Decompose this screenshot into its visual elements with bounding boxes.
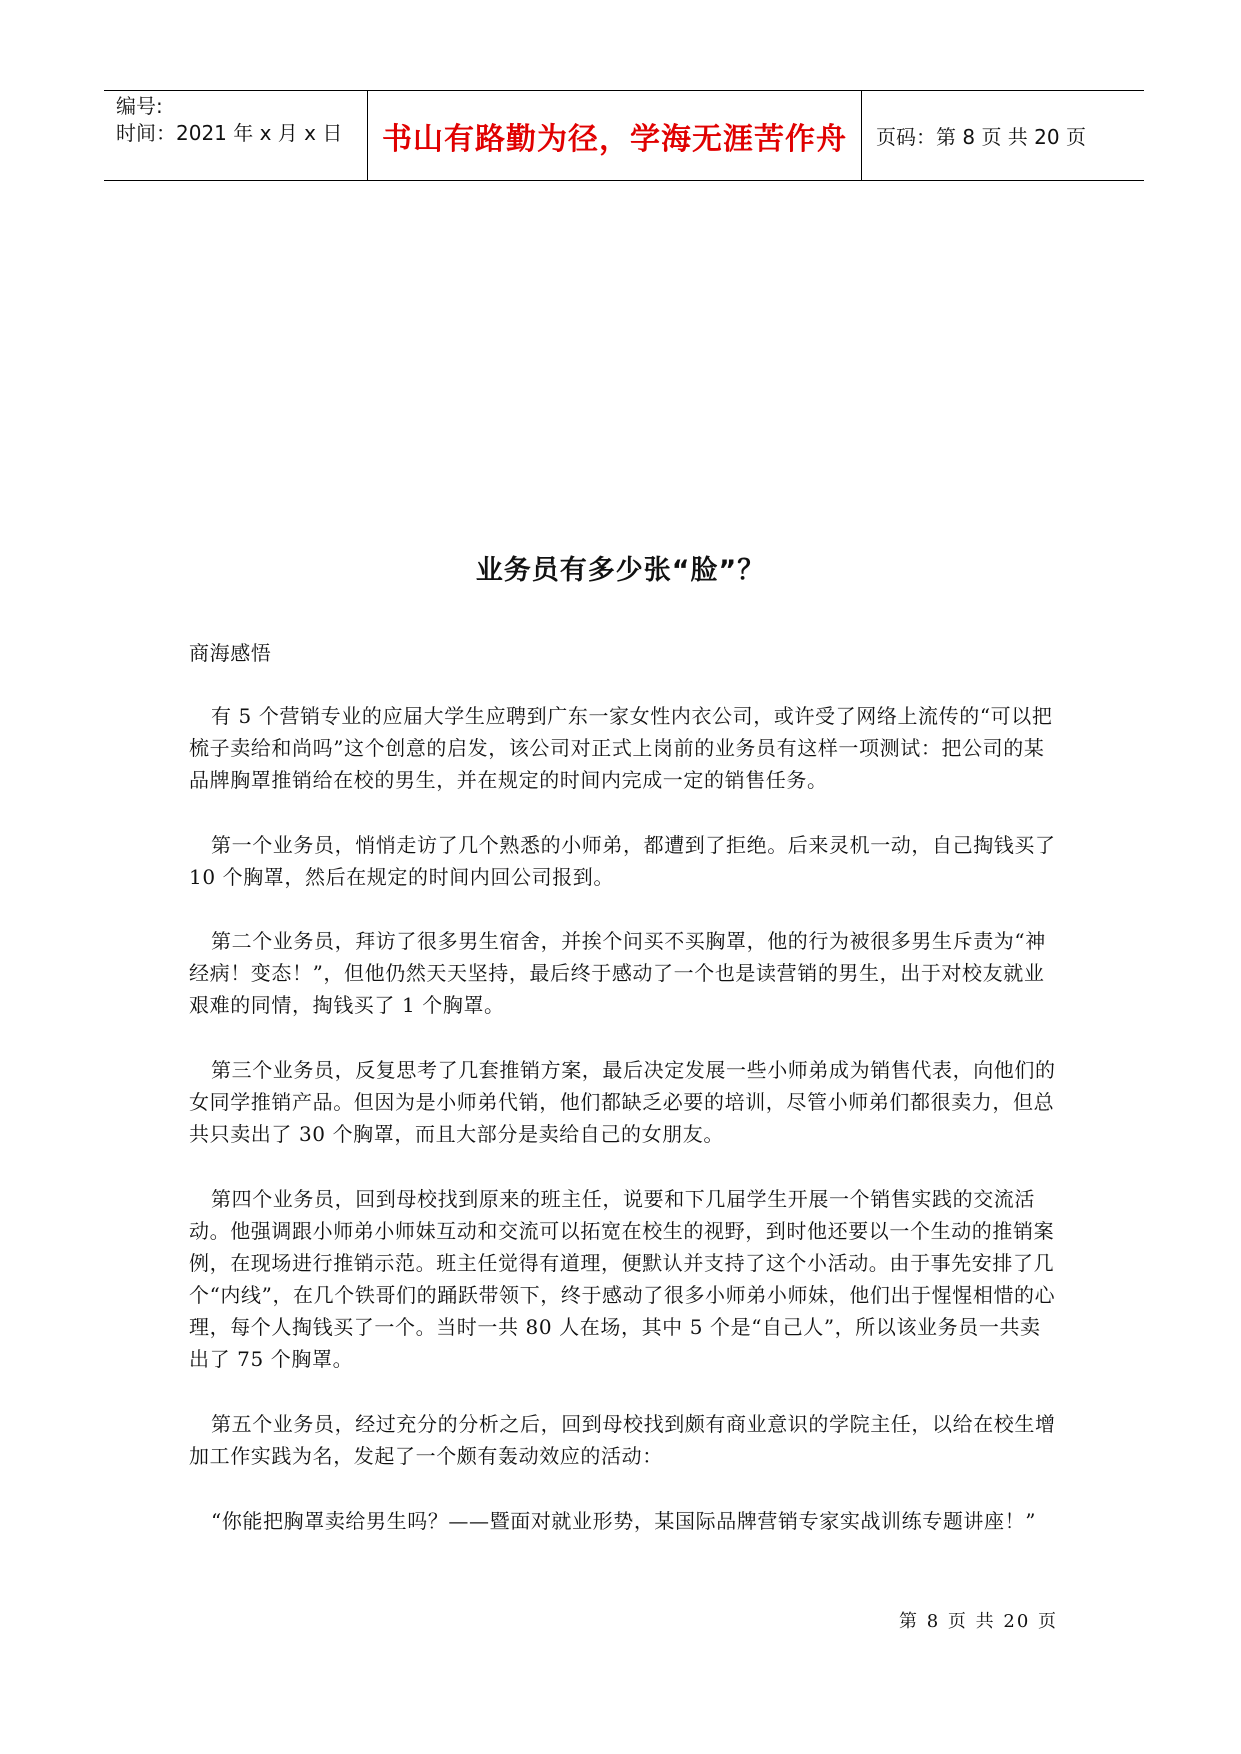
article-title: 业务员有多少张“脸”？ [475, 555, 766, 586]
header-motto: 书山有路勤为径，学海无涯苦作舟 [368, 91, 862, 180]
paragraph-5: 第四个业务员，回到母校找到原来的班主任，说要和下几届学生开展一个销售实践的交流活动。他强调跟小师弟小师妹互动和交流可以拓宽在校生的视野，到时他还要以一个生动的推销案例，在现场进行推销示范。班主任觉得有道理，便默认并支持了这个小活动。由于事先安排了几个“内线”，在几个铁哥们的踊跃带领下，终于感动了很多小师弟小师妹，他们出于惺惺相惜的心理，每个人掏钱买了一个。当时一共 80 人在场，其中 5 个是“自己人”，所以该业务员一共卖出了 75 个胸罩。 [189, 1187, 1056, 1371]
header-table [104, 90, 1144, 181]
date-label: 时间：2021 年 x 月 x 日 [116, 121, 343, 145]
paragraph-3: 第二个业务员，拜访了很多男生宿舍，并挨个问买不买胸罩，他的行为被很多男生斥责为“神经病！变态！”，但他仍然天天坚持，最后终于感动了一个也是读营销的男生，出于对校友就业艰难的同情，掏钱买了 1 个胸罩。 [189, 929, 1046, 1017]
paragraph-7: “你能把胸罩卖给男生吗？——暨面对就业形势，某国际品牌营销专家实战训练专题讲座！” [211, 1509, 1037, 1533]
header-page-info: 页码：第 8 页 共 20 页 [876, 125, 1086, 149]
paragraph-1: 有 5 个营销专业的应届大学生应聘到广东一家女性内衣公司，或许受了网络上流传的“可以把梳子卖给和尚吗”这个创意的启发，该公司对正式上岗前的业务员有这样一项测试：把公司的某品牌胸罩推销给在校的男生，并在规定的时间内完成一定的销售任务。 [189, 704, 1053, 792]
article-source: 商海感悟 [189, 641, 272, 665]
paragraph-2: 第一个业务员，悄悄走访了几个熟悉的小师弟，都遭到了拒绝。后来灵机一动，自己掏钱买了 10 个胸罩，然后在规定的时间内回公司报到。 [189, 833, 1056, 889]
header-meta-cell [104, 91, 368, 180]
page-footer: 第 8 页 共 20 页 [899, 1611, 1058, 1632]
paragraph-6: 第五个业务员，经过充分的分析之后，回到母校找到颇有商业意识的学院主任，以给在校生增加工作实践为名，发起了一个颇有轰动效应的活动： [189, 1412, 1056, 1468]
paragraph-4: 第三个业务员，反复思考了几套推销方案，最后决定发展一些小师弟成为销售代表，向他们的女同学推销产品。但因为是小师弟代销，他们都缺乏必要的培训，尽管小师弟们都很卖力，但总共只卖出了 30 个胸罩，而且大部分是卖给自己的女朋友。 [189, 1058, 1056, 1146]
serial-number-label: 编号: [116, 94, 163, 118]
